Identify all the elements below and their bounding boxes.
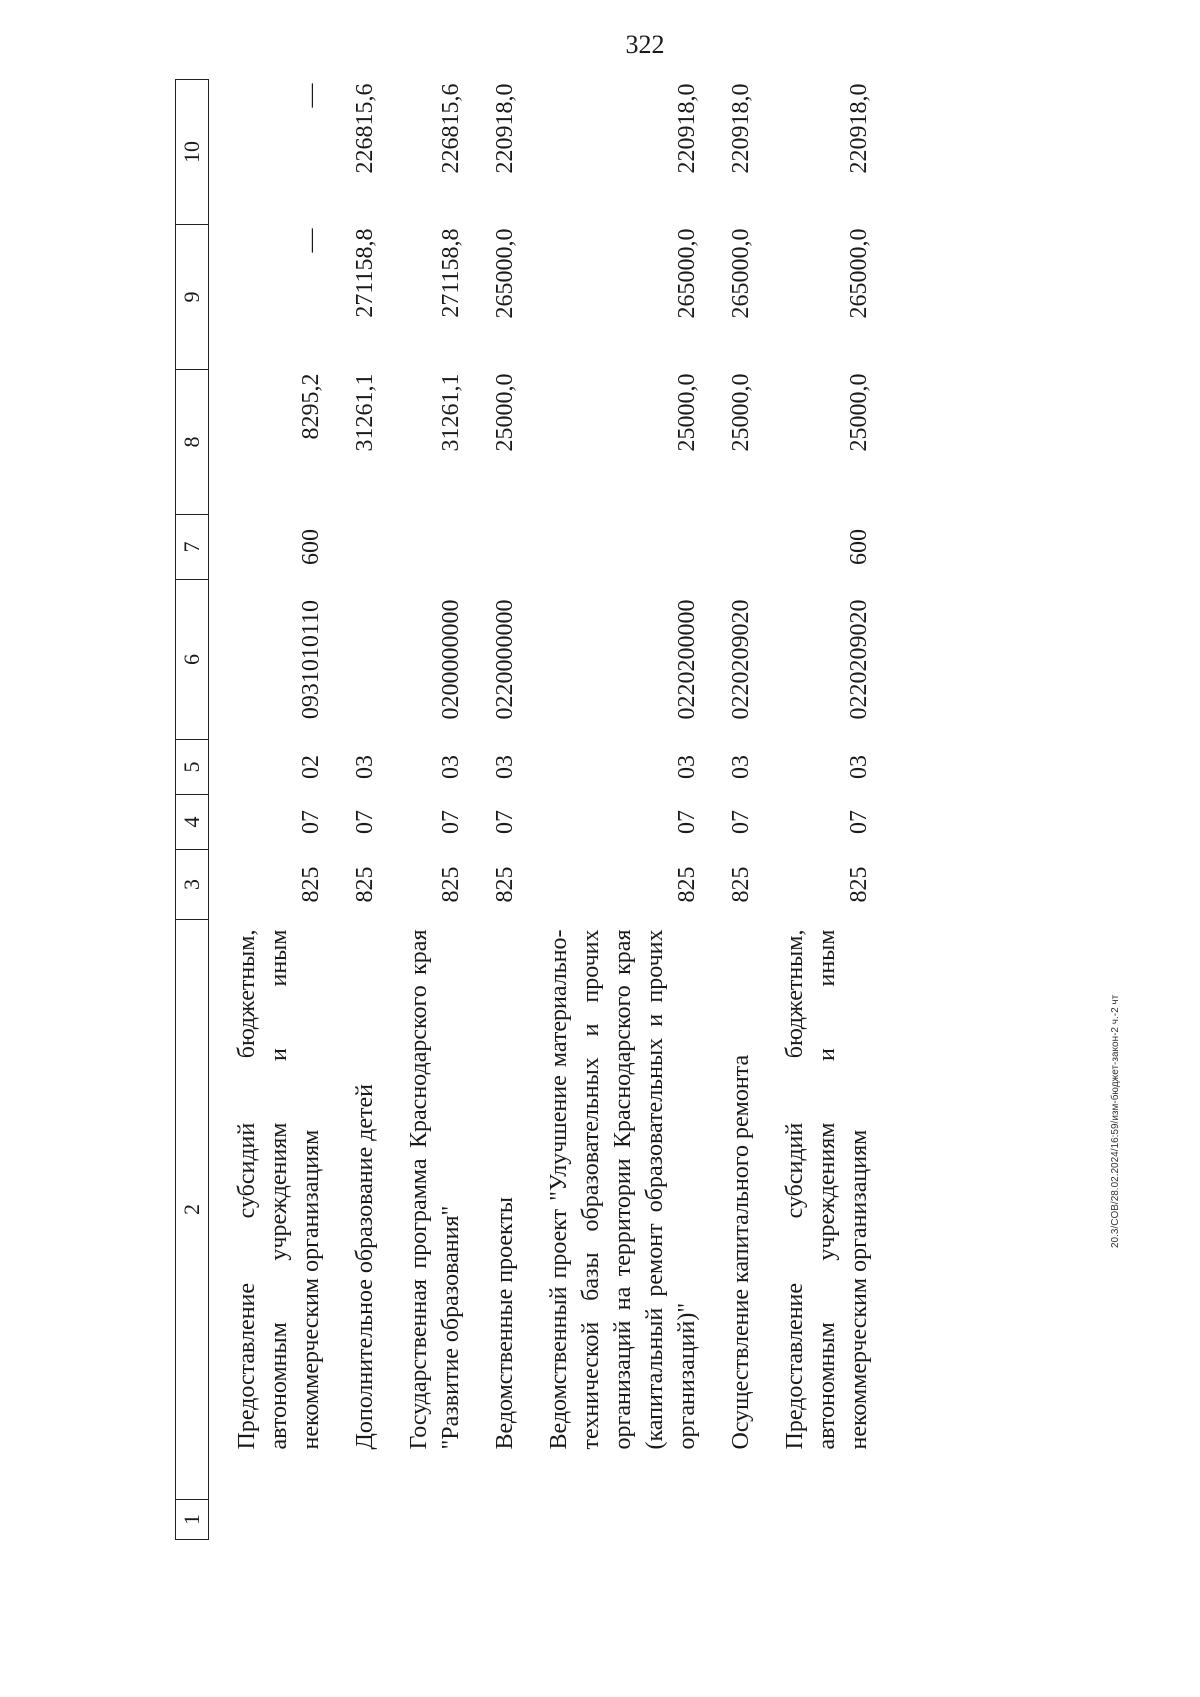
subsection-code: 03	[492, 755, 518, 779]
ved-code: 825	[728, 866, 754, 903]
subsection-code: 03	[846, 755, 872, 779]
expense-type-code: 600	[298, 529, 324, 565]
expense-type-code	[703, 515, 757, 580]
table-row	[381, 80, 467, 1540]
column-header: 7	[176, 515, 209, 580]
amount-year-3: 226815,6	[438, 83, 464, 174]
row-name: Предоставление субсидий бюджетным, автономным учреждениям и иным некоммерческим организациям	[782, 929, 872, 1450]
amount-year-2: 271158,8	[352, 228, 378, 318]
amount-year-3: 220918,0	[728, 83, 754, 174]
target-article-code: 0220209020	[728, 599, 754, 720]
column-header: 2	[176, 920, 209, 1500]
target-article-code: 0220209020	[846, 599, 872, 720]
column-header: 3	[176, 850, 209, 920]
row-name: Ведомственный проект "Улучшение материально-технической базы образовательных и прочих организаций на территории Краснодарского края (капитальный ремонт образовательных и прочих организаций)"	[546, 929, 700, 1450]
section-code: 07	[674, 810, 700, 834]
amount-year-3: 226815,6	[352, 83, 378, 174]
expense-type-code	[327, 515, 381, 580]
column-header: 5	[176, 740, 209, 795]
section-code: 07	[438, 810, 464, 834]
expense-type-code	[467, 515, 521, 580]
amount-year-1: 25000,0	[728, 373, 754, 452]
budget-table	[175, 79, 875, 1540]
amount-year-2: 271158,8	[438, 228, 464, 318]
amount-year-1: 31261,1	[438, 373, 464, 452]
target-article-code: 0931010110	[298, 599, 324, 720]
amount-year-2: 265000,0	[492, 228, 518, 319]
column-header: 9	[176, 225, 209, 370]
column-header: 6	[176, 580, 209, 740]
table-row	[467, 80, 521, 1540]
subsection-code: 03	[674, 755, 700, 779]
expense-type-code	[521, 515, 703, 580]
amount-year-2: 265000,0	[674, 228, 700, 319]
subsection-code: 02	[298, 755, 324, 779]
section-code: 07	[492, 810, 518, 834]
section-code: 07	[298, 810, 324, 834]
expense-type-code: 600	[846, 529, 872, 565]
document-footer-code: 20.3/COB/28.02.2024/16:59/изм-бюджет-закон-2 ч.-2 чт	[1110, 994, 1121, 1248]
column-header: 10	[176, 80, 209, 225]
amount-year-1: 25000,0	[674, 373, 700, 452]
table-row	[703, 80, 757, 1540]
target-article-code: 0200000000	[438, 599, 464, 720]
table-header-row	[176, 80, 209, 1540]
budget-table-rotated	[175, 80, 1175, 1540]
table-row	[521, 80, 703, 1540]
amount-year-3: 220918,0	[492, 83, 518, 174]
section-code: 07	[728, 810, 754, 834]
amount-year-1: 25000,0	[492, 373, 518, 452]
amount-year-2: 265000,0	[846, 228, 872, 319]
page-number: 322	[625, 30, 665, 59]
amount-year-1: 8295,2	[298, 373, 324, 440]
amount-year-2: 265000,0	[728, 228, 754, 319]
row-name: Предоставление субсидий бюджетным, автономным учреждениям и иным некоммерческим организациям	[234, 929, 324, 1450]
ved-code: 825	[298, 866, 324, 903]
target-article-code	[327, 580, 381, 740]
ved-code: 825	[352, 866, 378, 903]
amount-year-3: —	[298, 83, 324, 108]
row-name: Ведомственные проекты	[492, 1197, 518, 1450]
subsection-code: 03	[352, 755, 378, 779]
target-article-code: 0220000000	[492, 599, 518, 720]
subsection-code: 03	[438, 755, 464, 779]
table-row	[209, 80, 328, 1540]
ved-code: 825	[438, 866, 464, 903]
amount-year-1: 31261,1	[352, 373, 378, 452]
ved-code: 825	[846, 866, 872, 903]
amount-year-1: 25000,0	[846, 373, 872, 452]
row-name: Дополнительное образование детей	[352, 1084, 378, 1450]
subsection-code: 03	[728, 755, 754, 779]
table-row	[757, 80, 875, 1540]
row-name: Осуществление капитального ремонта	[728, 1054, 754, 1450]
table-row	[327, 80, 381, 1540]
section-code: 07	[846, 810, 872, 834]
column-header: 4	[176, 795, 209, 850]
amount-year-3: 220918,0	[674, 83, 700, 174]
expense-type-code	[381, 515, 467, 580]
column-header: 8	[176, 370, 209, 515]
row-name: Государственная программа Краснодарского края "Развитие образования"	[406, 929, 464, 1450]
section-code: 07	[352, 810, 378, 834]
target-article-code: 0220200000	[674, 599, 700, 720]
column-header: 1	[176, 1500, 209, 1540]
ved-code: 825	[674, 866, 700, 903]
ved-code: 825	[492, 866, 518, 903]
amount-year-2: —	[298, 228, 324, 253]
amount-year-3: 220918,0	[846, 83, 872, 174]
